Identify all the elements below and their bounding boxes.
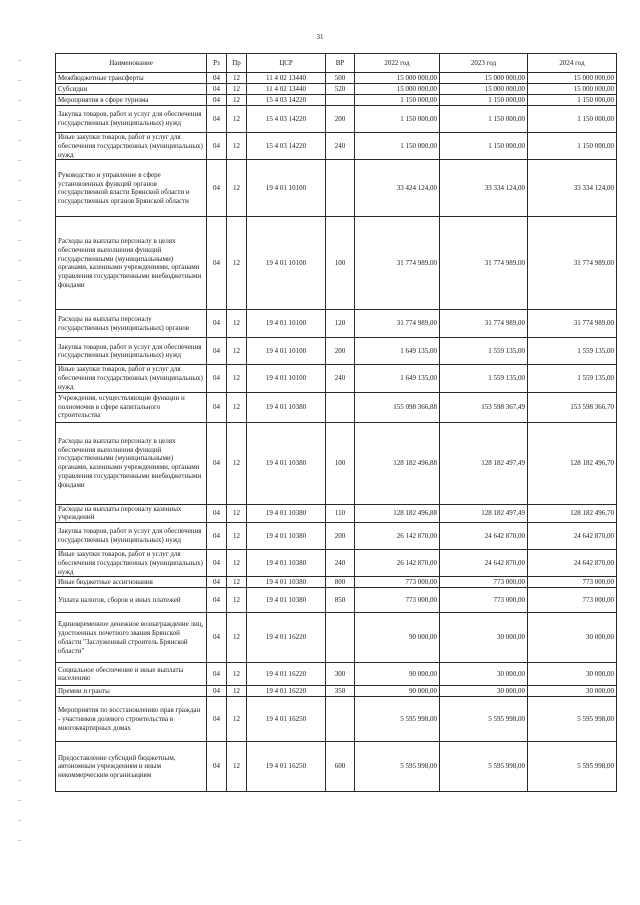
row-2023: 1 150 000,00 [440, 95, 528, 106]
row-2024: 30 000,00 [528, 686, 617, 697]
table-row [56, 106, 617, 133]
row-pr: 12 [227, 365, 247, 392]
row-2022: 90 000,00 [355, 686, 440, 697]
row-2024: 5 595 998,00 [528, 697, 617, 742]
row-2023: 1 559 135,00 [440, 365, 528, 392]
row-name: Расходы на выплаты персоналу в целях обеспечения выполнения функций государственными (муниципальными) органами, казенными учреждениями, органами управления государственными внебюджетными фондами [56, 422, 207, 504]
row-2024: 31 774 989,00 [528, 310, 617, 338]
row-2023: 24 642 870,00 [440, 550, 528, 577]
header-name: Наименование [56, 54, 207, 73]
row-name: Руководство и управление в сфере установленных функций органов государственной власти Брянской области и государственных органов Брянской области [56, 160, 207, 217]
row-rz: 04 [207, 422, 227, 504]
row-2022: 1 150 000,00 [355, 95, 440, 106]
row-2022: 15 000 000,00 [355, 84, 440, 95]
scan-mark [18, 580, 21, 581]
scan-mark [18, 780, 21, 781]
row-name: Мероприятия в сфере туризма [56, 95, 207, 106]
row-vr: 300 [326, 663, 355, 686]
row-rz: 04 [207, 588, 227, 613]
header-2022: 2022 год [355, 54, 440, 73]
row-vr [326, 160, 355, 217]
row-pr: 12 [227, 106, 247, 133]
row-2022: 90 000,00 [355, 663, 440, 686]
table-row [56, 588, 617, 613]
table-row [56, 577, 617, 588]
row-pr: 12 [227, 84, 247, 95]
row-2022: 1 649 135,00 [355, 365, 440, 392]
row-name: Закупка товаров, работ и услуг для обеспечения государственных (муниципальных) нужд [56, 523, 207, 550]
row-pr: 12 [227, 133, 247, 160]
row-2022: 773 000,00 [355, 588, 440, 613]
row-rz: 04 [207, 504, 227, 523]
row-csr: 19 4 01 10100 [247, 365, 326, 392]
row-csr: 19 4 01 10100 [247, 217, 326, 310]
scan-mark [18, 300, 21, 301]
row-rz: 04 [207, 742, 227, 792]
scan-mark [18, 620, 21, 621]
row-rz: 04 [207, 365, 227, 392]
scan-mark [18, 200, 21, 201]
scan-mark [18, 660, 21, 661]
row-2023: 30 000,00 [440, 686, 528, 697]
row-2024: 1 150 000,00 [528, 95, 617, 106]
row-name: Субсидии [56, 84, 207, 95]
row-2022: 33 424 124,00 [355, 160, 440, 217]
row-name: Расходы на выплаты персоналу в целях обеспечения выполнения функций государственными (муниципальными) органами, казенными учреждениями, органами управления государственными внебюджетными фондами [56, 217, 207, 310]
row-name: Премии и гранты [56, 686, 207, 697]
row-vr: 350 [326, 686, 355, 697]
row-2023: 31 774 989,00 [440, 217, 528, 310]
scan-mark [18, 560, 21, 561]
table-row [56, 663, 617, 686]
row-csr: 19 4 01 10380 [247, 588, 326, 613]
scan-mark [18, 440, 21, 441]
scan-mark [18, 400, 21, 401]
row-2024: 33 334 124,00 [528, 160, 617, 217]
row-csr: 15 4 03 14220 [247, 106, 326, 133]
row-vr: 240 [326, 550, 355, 577]
row-pr: 12 [227, 697, 247, 742]
row-name: Иные закупки товаров, работ и услуг для обеспечения государственных (муниципальных) нужд [56, 365, 207, 392]
scan-mark [18, 720, 21, 721]
row-rz: 04 [207, 550, 227, 577]
row-csr: 15 4 03 14220 [247, 95, 326, 106]
table-row [56, 217, 617, 310]
scan-mark [18, 480, 21, 481]
scan-mark [18, 360, 21, 361]
scan-mark [18, 420, 21, 421]
scan-mark [18, 640, 21, 641]
row-vr: 240 [326, 365, 355, 392]
row-pr: 12 [227, 663, 247, 686]
row-rz: 04 [207, 392, 227, 422]
header-pr: Пр [227, 54, 247, 73]
row-name: Иные закупки товаров, работ и услуг для обеспечения государственных (муниципальных) нужд [56, 133, 207, 160]
scan-mark [18, 120, 21, 121]
row-2024: 15 000 000,00 [528, 73, 617, 84]
row-csr: 11 4 02 13440 [247, 84, 326, 95]
row-2023: 1 150 000,00 [440, 133, 528, 160]
table-row [56, 686, 617, 697]
scan-mark [18, 680, 21, 681]
row-2023: 15 000 000,00 [440, 73, 528, 84]
row-2023: 153 598 367,49 [440, 392, 528, 422]
row-rz: 04 [207, 217, 227, 310]
row-csr: 19 4 01 10380 [247, 392, 326, 422]
row-csr: 19 4 01 10380 [247, 550, 326, 577]
scan-mark [18, 100, 21, 101]
row-rz: 04 [207, 338, 227, 365]
header-2023: 2023 год [440, 54, 528, 73]
scan-mark [18, 500, 21, 501]
row-2023: 1 559 135,00 [440, 338, 528, 365]
row-pr: 12 [227, 338, 247, 365]
row-vr: 850 [326, 588, 355, 613]
row-2022: 155 098 366,88 [355, 392, 440, 422]
row-csr: 19 4 01 16250 [247, 697, 326, 742]
row-pr: 12 [227, 217, 247, 310]
scan-mark [18, 540, 21, 541]
row-vr [326, 613, 355, 663]
row-rz: 04 [207, 697, 227, 742]
row-csr: 19 4 01 16250 [247, 742, 326, 792]
row-vr [326, 95, 355, 106]
row-2022: 5 595 998,00 [355, 742, 440, 792]
row-2024: 153 598 366,70 [528, 392, 617, 422]
row-2023: 128 182 497,49 [440, 504, 528, 523]
scan-mark [18, 180, 21, 181]
table-row [56, 742, 617, 792]
row-2024: 773 000,00 [528, 588, 617, 613]
row-vr: 200 [326, 523, 355, 550]
scan-mark [18, 800, 21, 801]
scan-mark [18, 760, 21, 761]
row-2022: 128 182 496,88 [355, 504, 440, 523]
row-rz: 04 [207, 73, 227, 84]
budget-table [55, 53, 617, 792]
row-rz: 04 [207, 523, 227, 550]
row-vr: 240 [326, 133, 355, 160]
row-pr: 12 [227, 742, 247, 792]
row-2023: 5 595 998,00 [440, 697, 528, 742]
row-rz: 04 [207, 613, 227, 663]
scan-mark [18, 320, 21, 321]
table-row [56, 73, 617, 84]
scan-mark [18, 280, 21, 281]
page-number: 31 [316, 33, 324, 41]
row-2023: 30 000,00 [440, 613, 528, 663]
row-2022: 5 595 998,00 [355, 697, 440, 742]
scan-mark [18, 840, 21, 841]
row-name: Учреждения, осуществляющие функции и полномочия в сфере капитального строительства [56, 392, 207, 422]
row-2022: 1 150 000,00 [355, 106, 440, 133]
table-row [56, 422, 617, 504]
row-name: Расходы на выплаты персоналу государственных (муниципальных) органов [56, 310, 207, 338]
row-2024: 1 150 000,00 [528, 106, 617, 133]
row-2023: 773 000,00 [440, 577, 528, 588]
row-2024: 30 000,00 [528, 663, 617, 686]
row-2023: 15 000 000,00 [440, 84, 528, 95]
row-name: Закупка товаров, работ и услуг для обеспечения государственных (муниципальных) нужд [56, 338, 207, 365]
scan-edge-marks [18, 60, 24, 860]
row-csr: 19 4 01 10380 [247, 577, 326, 588]
row-2022: 128 182 496,88 [355, 422, 440, 504]
row-2023: 773 000,00 [440, 588, 528, 613]
row-2023: 33 334 124,00 [440, 160, 528, 217]
row-2022: 31 774 989,00 [355, 217, 440, 310]
row-rz: 04 [207, 160, 227, 217]
scan-mark [18, 380, 21, 381]
row-pr: 12 [227, 73, 247, 84]
header-rz: Рз [207, 54, 227, 73]
row-2022: 31 774 989,00 [355, 310, 440, 338]
row-vr: 120 [326, 310, 355, 338]
row-2024: 24 642 870,00 [528, 550, 617, 577]
row-pr: 12 [227, 95, 247, 106]
scan-mark [18, 160, 21, 161]
row-2023: 31 774 989,00 [440, 310, 528, 338]
row-pr: 12 [227, 392, 247, 422]
row-rz: 04 [207, 663, 227, 686]
row-pr: 12 [227, 504, 247, 523]
row-rz: 04 [207, 95, 227, 106]
row-pr: 12 [227, 588, 247, 613]
scan-mark [18, 600, 21, 601]
row-2024: 1 150 000,00 [528, 133, 617, 160]
row-pr: 12 [227, 310, 247, 338]
row-2024: 1 559 135,00 [528, 338, 617, 365]
scan-mark [18, 340, 21, 341]
scan-mark [18, 80, 21, 81]
row-csr: 19 4 01 10380 [247, 523, 326, 550]
scan-mark [18, 220, 21, 221]
row-name: Иные бюджетные ассигнования [56, 577, 207, 588]
header-2024: 2024 год [528, 54, 617, 73]
table-row [56, 697, 617, 742]
row-name: Уплата налогов, сборов и иных платежей [56, 588, 207, 613]
row-pr: 12 [227, 422, 247, 504]
row-2023: 5 595 998,00 [440, 742, 528, 792]
row-rz: 04 [207, 84, 227, 95]
row-vr: 800 [326, 577, 355, 588]
header-vr: ВР [326, 54, 355, 73]
row-2024: 30 000,00 [528, 613, 617, 663]
row-2024: 5 595 998,00 [528, 742, 617, 792]
row-name: Мероприятия по восстановлению прав граждан - участников долевого строительства в многоквартирных домах [56, 697, 207, 742]
table-row [56, 160, 617, 217]
scan-mark [18, 740, 21, 741]
row-2022: 90 000,00 [355, 613, 440, 663]
scan-mark [18, 240, 21, 241]
table-row [56, 523, 617, 550]
row-2024: 773 000,00 [528, 577, 617, 588]
row-name: Социальное обеспечение и иные выплаты населению [56, 663, 207, 686]
row-csr: 19 4 01 10100 [247, 160, 326, 217]
table-body [56, 73, 617, 792]
table-row [56, 84, 617, 95]
row-name: Закупка товаров, работ и услуг для обеспечения государственных (муниципальных) нужд [56, 106, 207, 133]
scan-mark [18, 140, 21, 141]
row-pr: 12 [227, 160, 247, 217]
row-2024: 128 182 496,70 [528, 422, 617, 504]
row-vr: 100 [326, 422, 355, 504]
row-rz: 04 [207, 106, 227, 133]
table-row [56, 550, 617, 577]
row-vr [326, 392, 355, 422]
scan-mark [18, 520, 21, 521]
row-2024: 15 000 000,00 [528, 84, 617, 95]
table-row [56, 504, 617, 523]
row-csr: 19 4 01 10380 [247, 422, 326, 504]
table-row [56, 365, 617, 392]
row-name: Предоставление субсидий бюджетным, автономным учреждениям и иным некоммерческим организациям [56, 742, 207, 792]
row-2022: 15 000 000,00 [355, 73, 440, 84]
row-pr: 12 [227, 613, 247, 663]
row-name: Единовременное денежное вознаграждение лиц, удостоенных почетного звания Брянской области "Заслуженный строитель Брянской области" [56, 613, 207, 663]
row-2023: 24 642 870,00 [440, 523, 528, 550]
row-2023: 1 150 000,00 [440, 106, 528, 133]
row-csr: 19 4 01 16220 [247, 686, 326, 697]
row-vr [326, 697, 355, 742]
scan-mark [18, 60, 21, 61]
row-vr: 600 [326, 742, 355, 792]
scan-mark [18, 700, 21, 701]
row-csr: 19 4 01 10380 [247, 504, 326, 523]
row-name: Расходы на выплаты персоналу казенных учреждений [56, 504, 207, 523]
row-vr: 200 [326, 106, 355, 133]
scan-mark [18, 820, 21, 821]
row-rz: 04 [207, 133, 227, 160]
row-rz: 04 [207, 686, 227, 697]
row-2022: 26 142 870,00 [355, 550, 440, 577]
row-2022: 26 142 870,00 [355, 523, 440, 550]
row-2024: 24 642 870,00 [528, 523, 617, 550]
row-pr: 12 [227, 577, 247, 588]
row-2022: 1 649 135,00 [355, 338, 440, 365]
row-2024: 1 559 135,00 [528, 365, 617, 392]
row-csr: 15 4 03 14220 [247, 133, 326, 160]
row-vr: 110 [326, 504, 355, 523]
table-row [56, 133, 617, 160]
row-2022: 1 150 000,00 [355, 133, 440, 160]
table-header [56, 54, 617, 73]
row-2022: 773 000,00 [355, 577, 440, 588]
table-row [56, 392, 617, 422]
row-2023: 30 000,00 [440, 663, 528, 686]
row-vr: 200 [326, 338, 355, 365]
header-csr: ЦСР [247, 54, 326, 73]
row-2023: 128 182 497,49 [440, 422, 528, 504]
row-vr: 100 [326, 217, 355, 310]
row-name: Иные закупки товаров, работ и услуг для обеспечения государственных (муниципальных) нужд [56, 550, 207, 577]
row-csr: 11 4 02 13440 [247, 73, 326, 84]
table-row [56, 310, 617, 338]
scan-mark [18, 260, 21, 261]
row-csr: 19 4 01 16220 [247, 613, 326, 663]
row-rz: 04 [207, 577, 227, 588]
row-name: Межбюджетные трансферты [56, 73, 207, 84]
table-row [56, 338, 617, 365]
row-2024: 31 774 989,00 [528, 217, 617, 310]
row-csr: 19 4 01 10100 [247, 310, 326, 338]
row-pr: 12 [227, 686, 247, 697]
table-row [56, 95, 617, 106]
row-pr: 12 [227, 550, 247, 577]
row-vr: 520 [326, 84, 355, 95]
row-csr: 19 4 01 16220 [247, 663, 326, 686]
row-pr: 12 [227, 523, 247, 550]
row-rz: 04 [207, 310, 227, 338]
scan-mark [18, 460, 21, 461]
row-2024: 128 182 496,70 [528, 504, 617, 523]
table-row [56, 613, 617, 663]
row-csr: 19 4 01 10100 [247, 338, 326, 365]
row-vr: 500 [326, 73, 355, 84]
